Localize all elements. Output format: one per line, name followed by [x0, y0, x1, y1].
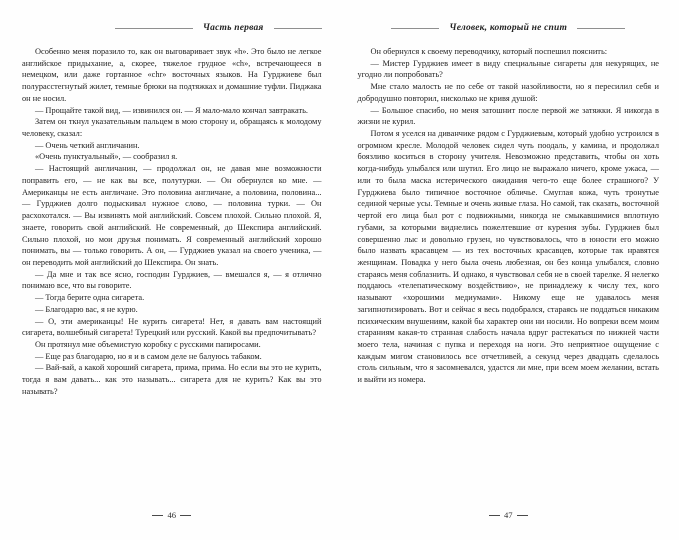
folio-dash-left-after [180, 515, 191, 516]
running-head-rule-left-before [115, 28, 193, 29]
running-head-rule-right-after [577, 28, 625, 29]
folio-right-inner [489, 510, 528, 520]
paragraph: — Еще раз благодарю, но я и в самом деле не балуюсь табаком. [35, 351, 262, 361]
paragraph: — Настоящий англичанин, — продолжал он, не давая мне возможности поправить его, — не как вы все, полутурки. — Он обернулся ко мне. — Американцы не есть англичане. Это половина англичане, а половина, половина... — Гурджиев долго подыскивал нужное слово, — половина турки. — Он расхохотался. — Вы извинять мой английский. Совсем плохой. Сильно плохой. Я, знаете, говорить свой английский. Не современный, до Шекспира английский. Сильно плохой, но мои друзья понимать. Я современный английский хорошо понимать, вы — только говорить. А он, — Гурджиев указал на своего ученика, — он переводить мой английский до Шекспира. Он знать. [22, 164, 322, 267]
folio-dash-left-before [152, 515, 163, 516]
paragraph: — О, эти американцы! Не курить сигарета! Нет, я давать вам настоящий сигарета, волшебный сигарета! Турецкий или русский. Какой вы предпочитывать? [22, 316, 322, 338]
right-page [340, 0, 679, 540]
running-head-right [358, 18, 660, 38]
folio-left [22, 494, 322, 540]
folio-left-inner [152, 510, 191, 520]
paragraph: — Тогда берите одна сигарета. [35, 293, 145, 303]
running-head-rule-right-before [391, 28, 439, 29]
running-head-right-title: Человек, который не спит [449, 23, 568, 33]
right-page-body [358, 46, 660, 494]
page-number: 47 [503, 510, 513, 520]
paragraph: Мне стало малость не по себе от такой назойливости, но я пересилил себя и добродушно повторил, нисколько не кривя душой: [357, 82, 659, 103]
paragraph: — Мистер Гурджиев имеет в виду специальные сигареты для некурящих, не угодно ли попробовать? [357, 58, 659, 80]
paragraph: Он обернулся к своему переводчику, который поспешил пояснить: [370, 47, 608, 56]
folio-dash-right-before [489, 515, 500, 516]
paragraph: «Очень пунктуальный», — сообразил я. [35, 152, 178, 162]
folio-dash-right-after [517, 515, 528, 516]
left-page-body [22, 46, 322, 494]
running-head-rule-left-after [274, 28, 322, 29]
paragraph: Он протянул мне объемистую коробку с русскими папиросами. [35, 339, 261, 349]
paragraph: — Да мне и так все ясно, господин Гурджиев, — вмешался я, — я отлично понимаю все, что вы говорите. [22, 269, 322, 291]
paragraph: — Большое спасибо, но меня затошнит после первой же затяжки. Я никогда в жизни не курил. [357, 105, 659, 127]
running-head-left-title: Часть первая [202, 23, 264, 33]
paragraph: Особенно меня поразило то, как он выговаривает звук «h». Это было не легкое английское придыхание, а, скорее, тяжелое грудное «ch», встречающееся в немецком, или даже гортанное «chr» восточных языков. На Гурджиеве был полурасстегнутый жилет, темные брюки на подтяжках и домашние туфли. Пиджака он не носил. [22, 47, 322, 103]
paragraph: Потом я уселся на диванчике рядом с Гурджиевым, который удобно устроился в огромном кресле. Молодой человек сидел чуть поодаль, у камина, и продолжал боязливо коситься в сторону учителя. Невозможно представить, чтобы он хоть когда-нибудь улыбался или шутил. Его лицо не выражало ничего, кроме ужаса, — или то была маска истерического ожидания чего-то еще более страшного? У Гурджиева было типичное восточное обличье. Смуглая кожа, чуть тронутые сединой черные усы. Темные и очень живые глаза. Но самой, так сказать, восточной чертой его лица был рот с подвижными, никогда не смыкавшимися вплотную губами, за которыми виднелись пожелтевшие от курения зубы. Гурджиев был совершенно лыс и довольно грузен, но чувствовалось, что в юности его можно было назвать красавцем — из тех восточных красавцев, которые так нравятся женщинам. Повадка у него была очень любезная, он без конца улыбался, словно стараясь меня соблазнить. И однако, я чувствовал себя не в своей тарелке. Я нелегко поддаюсь «телепатическому воздействию», не принадлежу к числу тех, кого называют «хорошими медиумами». Никому еще не удавалось меня загипнотизировать. Вот и сейчас я весь подобрался, стараясь не поддаться никаким психическим внушениям, какой бы характер они ни носили. Но вопреки всем моим стараниям какая-то странная слабость начала вдруг растекаться по нижней части моего тела, начиная с пупка и переходя на ноги. Это неприятное ощущение с каждым мигом становилось все отчетливей, а секунд через двадцать сделалось столь сильным, что я засомневался, удастся ли мне, при всем моем желании, встать и выйти из номера. [357, 129, 659, 385]
paragraph: — Вай-вай, а какой хороший сигарета, прима, прима. Но если вы это не курить, тогда я вам давать... как это называть... сигарета для не курить? Как вы это называть? [22, 363, 322, 396]
running-head-left [22, 18, 324, 38]
paragraph: — Очень четкий англичанин. [35, 140, 140, 150]
paragraph: — Благодарю вас, я не курю. [35, 304, 138, 314]
folio-right [358, 494, 660, 540]
paragraph: Затем он ткнул указательным пальцем в мою сторону и, обращаясь к молодому человеку, сказал: [22, 117, 322, 139]
paragraph: — Прощайте такой вид, — извинился он. — Я мало-мало кончал завтракать. [35, 105, 308, 115]
page-number: 46 [167, 510, 177, 520]
